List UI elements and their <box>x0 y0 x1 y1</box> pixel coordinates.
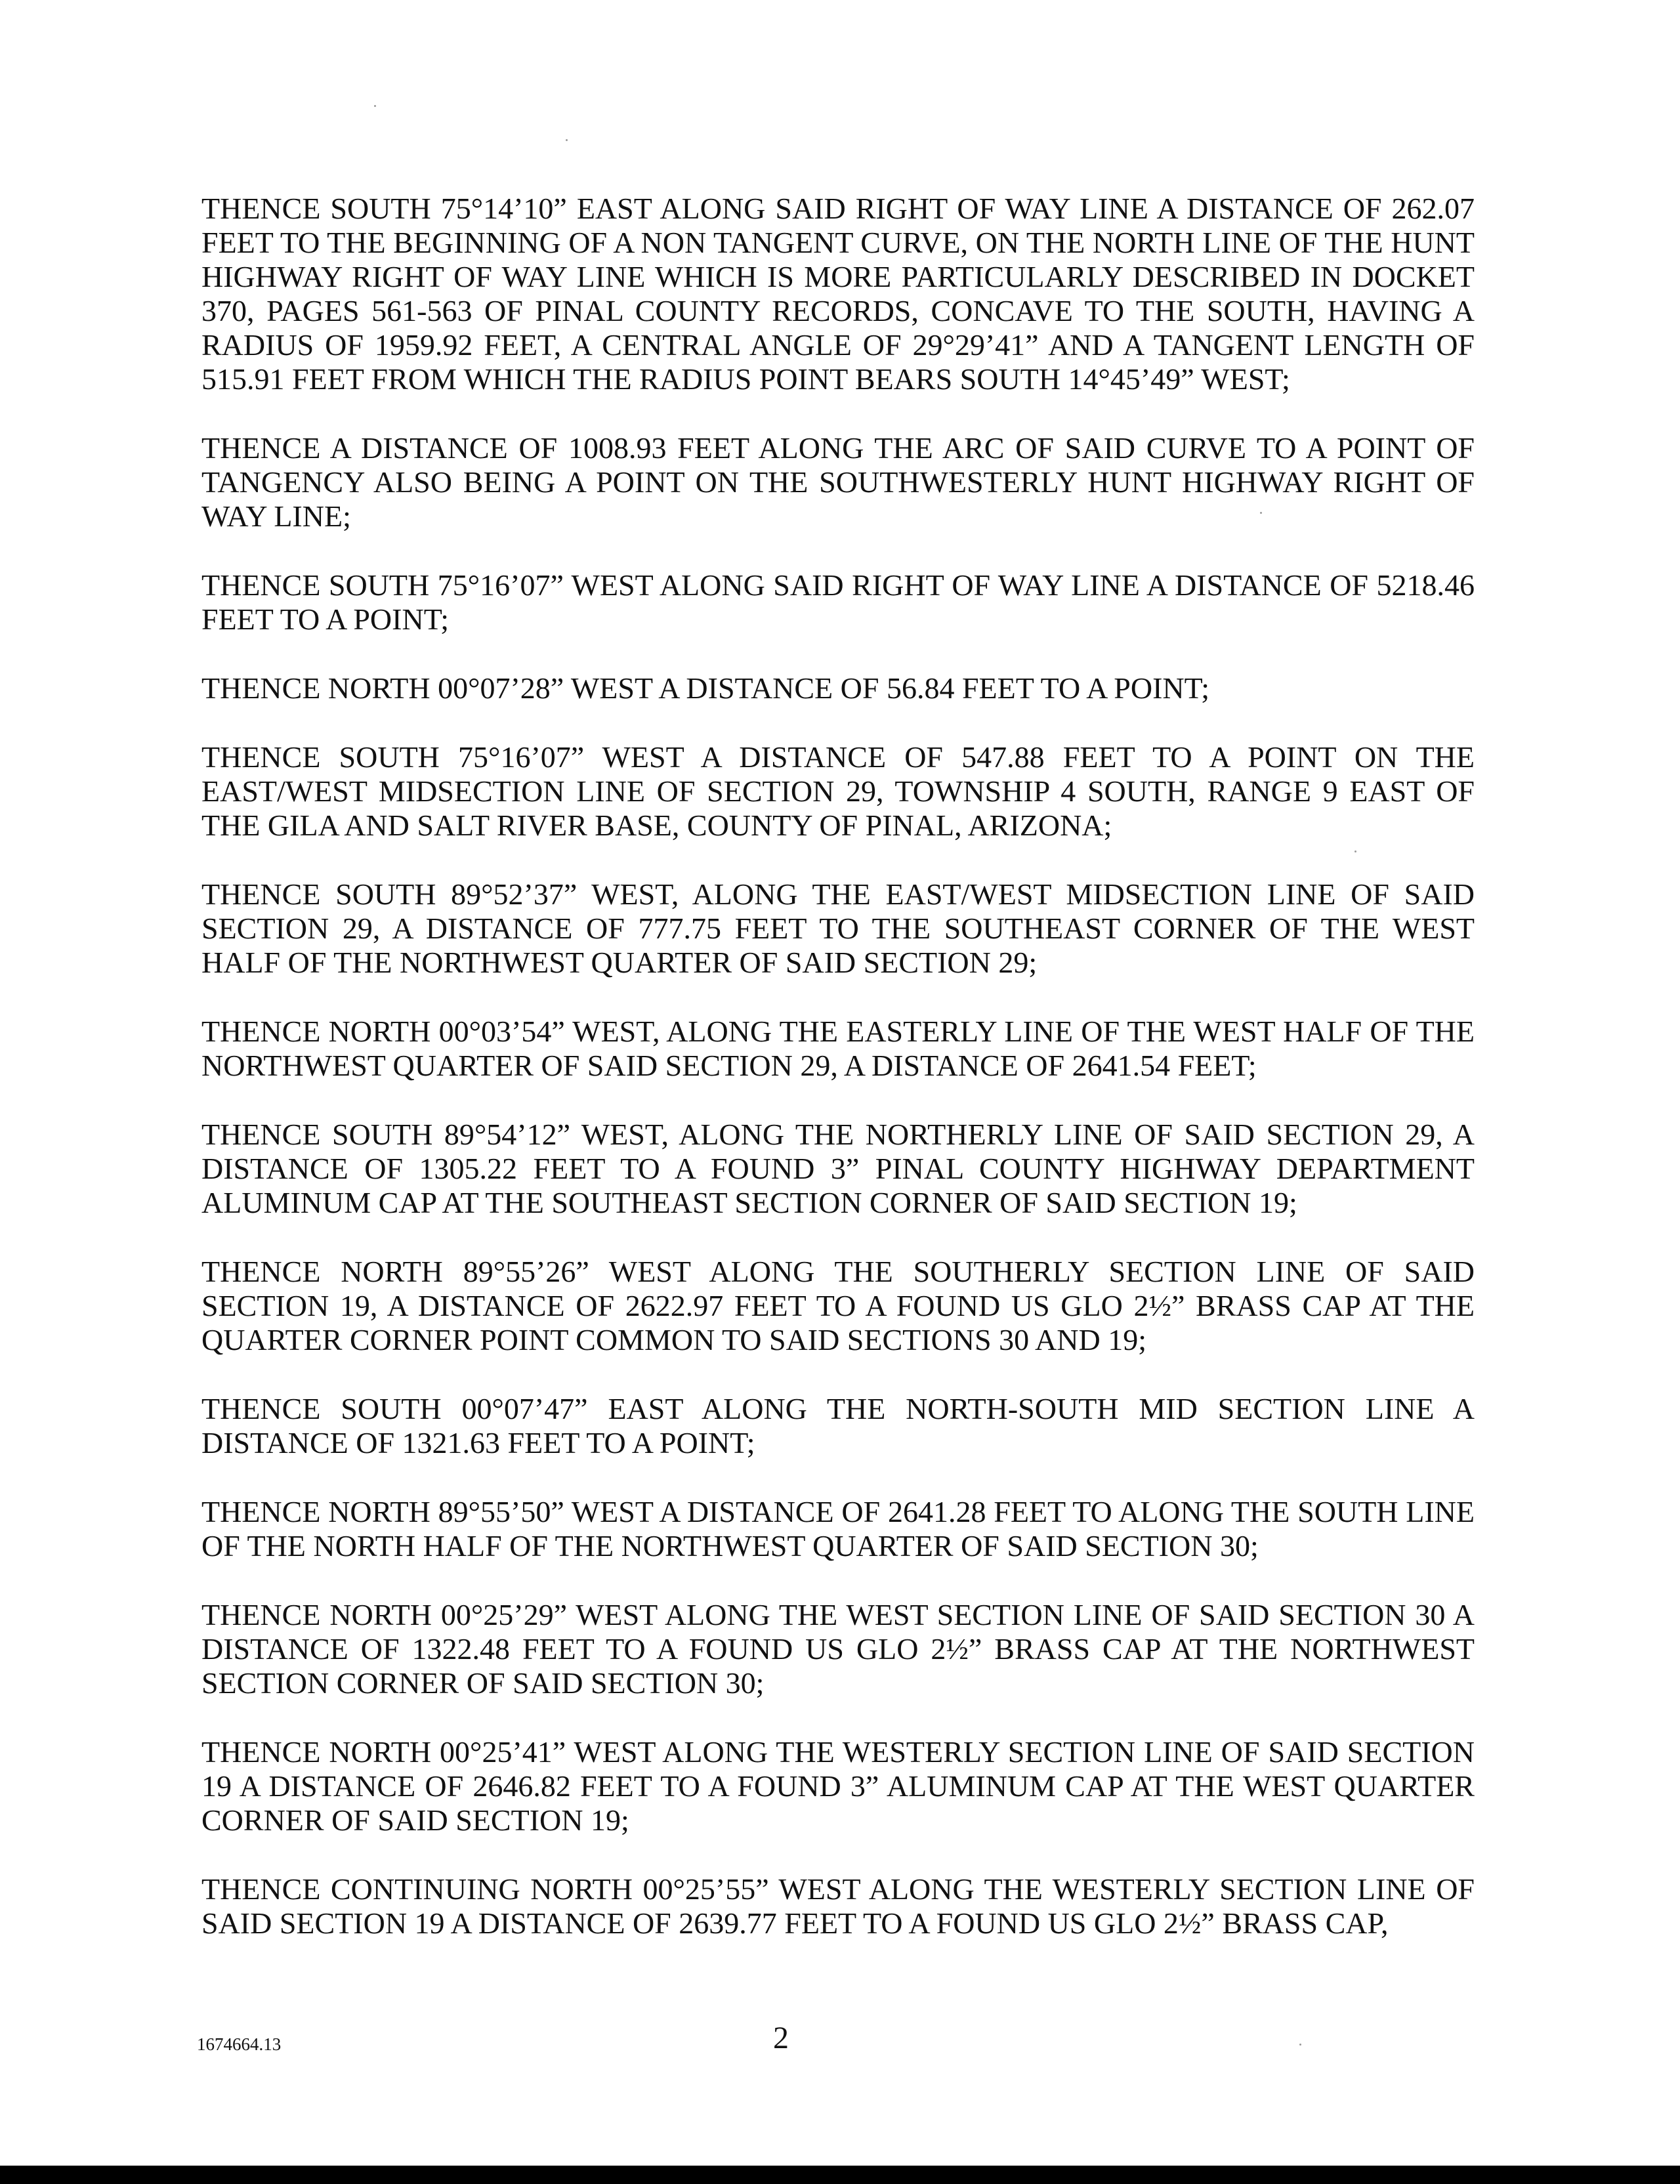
scan-speck <box>566 139 568 141</box>
paragraph: THENCE CONTINUING NORTH 00°25’55” WEST ALONG THE WESTERLY SECTION LINE OF SAID SECTION 19 A DISTANCE OF 2639.77 FEET TO A FOUND US GLO 2½” BRASS CAP, <box>201 1872 1475 1940</box>
scan-speck <box>374 105 376 107</box>
legal-description-body <box>201 192 1475 1975</box>
paragraph: THENCE NORTH 00°25’29” WEST ALONG THE WEST SECTION LINE OF SAID SECTION 30 A DISTANCE OF 1322.48 FEET TO A FOUND US GLO 2½” BRASS CAP AT THE NORTHWEST SECTION CORNER OF SAID SECTION 30; <box>201 1598 1475 1700</box>
paragraph: THENCE SOUTH 89°52’37” WEST, ALONG THE EAST/WEST MIDSECTION LINE OF SAID SECTION 29, A DISTANCE OF 777.75 FEET TO THE SOUTHEAST CORNER OF THE WEST HALF OF THE NORTHWEST QUARTER OF SAID SECTION 29; <box>201 877 1475 979</box>
paragraph: THENCE NORTH 89°55’26” WEST ALONG THE SOUTHERLY SECTION LINE OF SAID SECTION 19, A DISTANCE OF 2622.97 FEET TO A FOUND US GLO 2½” BRASS CAP AT THE QUARTER CORNER POINT COMMON TO SAID SECTIONS 30 AND 19; <box>201 1255 1475 1356</box>
paragraph: THENCE A DISTANCE OF 1008.93 FEET ALONG THE ARC OF SAID CURVE TO A POINT OF TANGENCY ALSO BEING A POINT ON THE SOUTHWESTERLY HUNT HIGHWAY RIGHT OF WAY LINE; <box>201 431 1475 533</box>
paragraph: THENCE SOUTH 75°16’07” WEST A DISTANCE OF 547.88 FEET TO A POINT ON THE EAST/WEST MIDSECTION LINE OF SECTION 29, TOWNSHIP 4 SOUTH, RANGE 9 EAST OF THE GILA AND SALT RIVER BASE, COUNTY OF PINAL, ARIZONA; <box>201 740 1475 842</box>
paragraph: THENCE SOUTH 89°54’12” WEST, ALONG THE NORTHERLY LINE OF SAID SECTION 29, A DISTANCE OF 1305.22 FEET TO A FOUND 3” PINAL COUNTY HIGHWAY DEPARTMENT ALUMINUM CAP AT THE SOUTHEAST SECTION CORNER OF SAID SECTION 19; <box>201 1118 1475 1219</box>
scan-border <box>0 2166 1680 2184</box>
paragraph: THENCE NORTH 00°07’28” WEST A DISTANCE OF 56.84 FEET TO A POINT; <box>201 671 1209 705</box>
paragraph: THENCE SOUTH 00°07’47” EAST ALONG THE NORTH-SOUTH MID SECTION LINE A DISTANCE OF 1321.63 FEET TO A POINT; <box>201 1392 1475 1460</box>
scan-speck <box>1260 512 1262 514</box>
paragraph: THENCE NORTH 00°25’41” WEST ALONG THE WESTERLY SECTION LINE OF SAID SECTION 19 A DISTANCE OF 2646.82 FEET TO A FOUND 3” ALUMINUM CAP AT THE WEST QUARTER CORNER OF SAID SECTION 19; <box>201 1735 1475 1837</box>
paragraph: THENCE SOUTH 75°14’10” EAST ALONG SAID RIGHT OF WAY LINE A DISTANCE OF 262.07 FEET TO THE BEGINNING OF A NON TANGENT CURVE, ON THE NORTH LINE OF THE HUNT HIGHWAY RIGHT OF WAY LINE WHICH IS MORE PARTICULARLY DESCRIBED IN DOCKET 370, PAGES 561-563 OF PINAL COUNTY RECORDS, CONCAVE TO THE SOUTH, HAVING A RADIUS OF 1959.92 FEET, A CENTRAL ANGLE OF 29°29’41” AND A TANGENT LENGTH OF 515.91 FEET FROM WHICH THE RADIUS POINT BEARS SOUTH 14°45’49” WEST; <box>201 192 1475 396</box>
scan-speck <box>1354 850 1356 852</box>
paragraph: THENCE NORTH 00°03’54” WEST, ALONG THE EASTERLY LINE OF THE WEST HALF OF THE NORTHWEST QUARTER OF SAID SECTION 29, A DISTANCE OF 2641.54 FEET; <box>201 1015 1475 1082</box>
paragraph: THENCE NORTH 89°55’50” WEST A DISTANCE OF 2641.28 FEET TO ALONG THE SOUTH LINE OF THE NORTH HALF OF THE NORTHWEST QUARTER OF SAID SECTION 30; <box>201 1495 1475 1563</box>
page-number: 2 <box>773 2021 789 2055</box>
scan-speck <box>1299 2044 1301 2046</box>
paragraph: THENCE SOUTH 75°16’07” WEST ALONG SAID RIGHT OF WAY LINE A DISTANCE OF 5218.46 FEET TO A POINT; <box>201 568 1475 636</box>
document-id: 1674664.13 <box>197 2034 282 2054</box>
